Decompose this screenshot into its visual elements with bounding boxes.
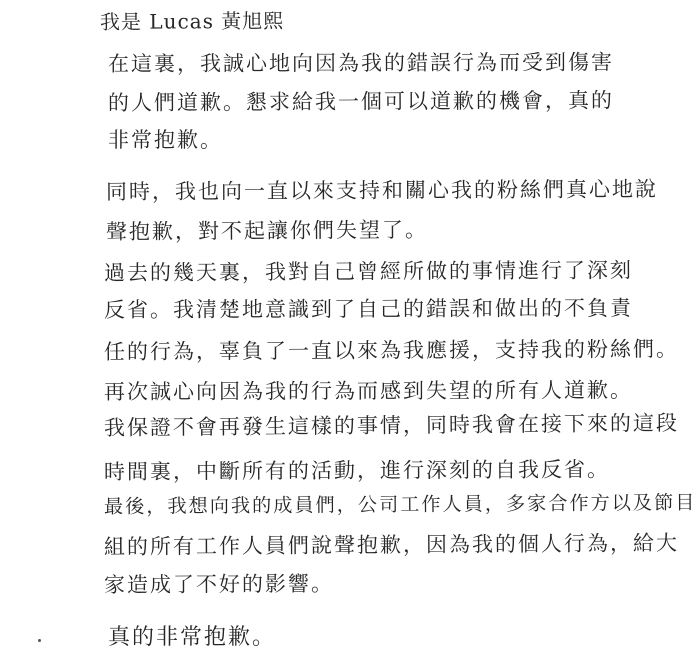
letter-line: 時間裏，中斷所有的活動，進行深刻的自我反省。: [103, 457, 611, 484]
paper-speck: [38, 639, 41, 642]
letter-line: 家造成了不好的影響。: [103, 571, 335, 597]
letter-line: 聲抱歉，對不起讓你們失望了。: [105, 217, 429, 244]
letter-line: 組的所有工作人員們說聲抱歉，因為我的個人行為，給大: [103, 530, 680, 559]
letter-line: 過去的幾天裏，我對自己曾經所做的事情進行了深刻: [103, 258, 634, 285]
letter-line: 我保證不會再發生這樣的事情，同時我會在接下來的這段: [103, 410, 680, 440]
letter-line: 最後，我想向我的成員們，公司工作人員，多家合作方以及節目: [103, 490, 697, 518]
letter-line: 再次誠心向因為我的行為而感到失望的所有人道歉。: [103, 378, 634, 404]
letter-line: 的人們道歉。懇求給我一個可以道歉的機會，真的: [107, 88, 615, 115]
letter-line: 任的行為，辜負了一直以來為我應援，支持我的粉絲們。: [103, 336, 680, 364]
letter-signature-header: 我是 Lucas 黃旭熙: [99, 8, 285, 34]
letter-line: 非常抱歉。: [108, 128, 223, 152]
letter-closing-line: 真的非常抱歉。: [108, 625, 277, 650]
letter-line: 同時，我也向一直以來支持和關心我的粉絲們真心地說: [105, 177, 659, 204]
letter-line: 反省。我清楚地意識到了自己的錯誤和做出的不負責: [103, 296, 634, 322]
letter-line: 在這裏，我誠心地向因為我的錯誤行為而受到傷害: [107, 50, 615, 76]
